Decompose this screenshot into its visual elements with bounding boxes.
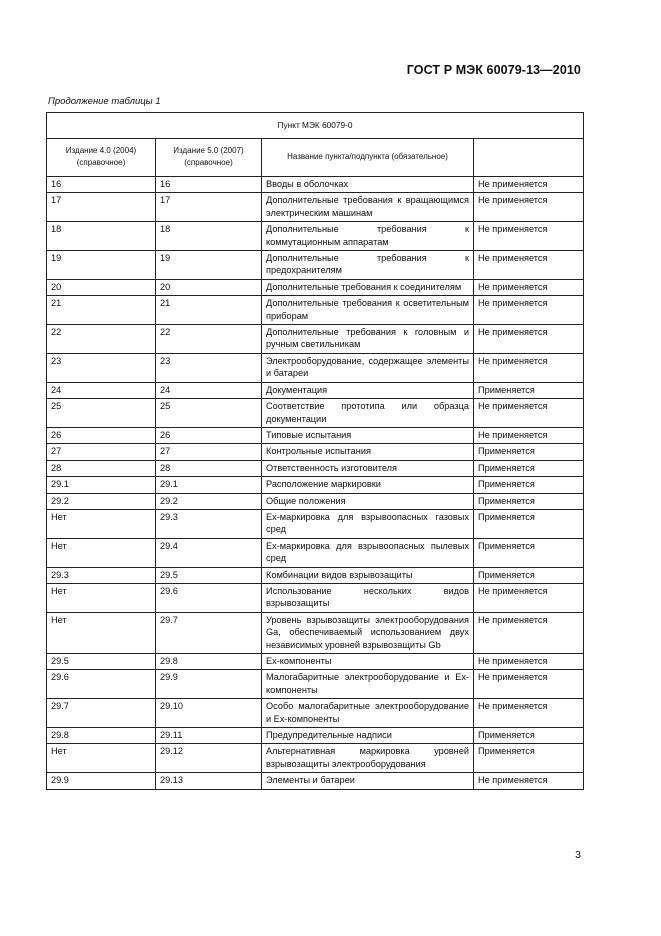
cell-edition5: 29.6 bbox=[156, 583, 262, 612]
cell-edition5: 22 bbox=[156, 325, 262, 354]
table-row bbox=[47, 744, 584, 773]
cell-edition5: 29.4 bbox=[156, 538, 262, 567]
cell-name: Электрооборудование, содержащее элементы и батареи bbox=[262, 353, 474, 382]
cell-status: Не применяется bbox=[474, 222, 584, 251]
table-row bbox=[47, 460, 584, 476]
cell-name: Расположение маркировки bbox=[262, 477, 474, 493]
continuation-label: Продолжение таблицы 1 bbox=[48, 96, 161, 107]
table-body bbox=[47, 177, 584, 790]
cell-edition4: Нет bbox=[47, 538, 156, 567]
table-row bbox=[47, 670, 584, 699]
cell-status: Не применяется bbox=[474, 296, 584, 325]
cell-status: Применяется bbox=[474, 444, 584, 460]
cell-edition5: 29.5 bbox=[156, 567, 262, 583]
column-header-row bbox=[47, 139, 584, 177]
cell-edition4: 16 bbox=[47, 177, 156, 193]
cell-status: Применяется bbox=[474, 728, 584, 744]
table-row bbox=[47, 699, 584, 728]
table-row bbox=[47, 325, 584, 354]
span-header: Пункт МЭК 60079-0 bbox=[47, 113, 584, 139]
cell-status: Не применяется bbox=[474, 177, 584, 193]
cell-name: Малогабаритные электрооборудование и Ex-компоненты bbox=[262, 670, 474, 699]
cell-edition4: 26 bbox=[47, 427, 156, 443]
table-row bbox=[47, 193, 584, 222]
cell-status: Не применяется bbox=[474, 427, 584, 443]
table-row bbox=[47, 382, 584, 398]
cell-edition5: 29.11 bbox=[156, 728, 262, 744]
table-row bbox=[47, 538, 584, 567]
cell-status: Не применяется bbox=[474, 583, 584, 612]
cell-edition4: 29.1 bbox=[47, 477, 156, 493]
cell-edition5: 26 bbox=[156, 427, 262, 443]
table-row bbox=[47, 399, 584, 428]
cell-edition4: 23 bbox=[47, 353, 156, 382]
cell-name: Документация bbox=[262, 382, 474, 398]
cell-edition4: Нет bbox=[47, 612, 156, 653]
table-row bbox=[47, 567, 584, 583]
table-row bbox=[47, 654, 584, 670]
table-row bbox=[47, 279, 584, 295]
cell-edition5: 29.3 bbox=[156, 509, 262, 538]
cell-status: Не применяется bbox=[474, 279, 584, 295]
table-row bbox=[47, 583, 584, 612]
cell-edition4: 29.5 bbox=[47, 654, 156, 670]
table-row bbox=[47, 509, 584, 538]
column-header-edition5: Издание 5.0 (2007) (справочное) bbox=[156, 139, 262, 177]
cell-edition5: 20 bbox=[156, 279, 262, 295]
cell-name: Дополнительные требования к предохранителям bbox=[262, 251, 474, 280]
cell-name: Дополнительные требования к головным и ручным светильникам bbox=[262, 325, 474, 354]
cell-status: Не применяется bbox=[474, 773, 584, 789]
cell-edition5: 29.7 bbox=[156, 612, 262, 653]
column-header-edition4: Издание 4.0 (2004) (справочное) bbox=[47, 139, 156, 177]
cell-edition5: 18 bbox=[156, 222, 262, 251]
cell-edition4: 29.7 bbox=[47, 699, 156, 728]
cell-edition4: Нет bbox=[47, 583, 156, 612]
cell-edition5: 29.8 bbox=[156, 654, 262, 670]
cell-name: Ответственность изготовителя bbox=[262, 460, 474, 476]
cell-status: Применяется bbox=[474, 509, 584, 538]
cell-edition5: 19 bbox=[156, 251, 262, 280]
cell-name: Контрольные испытания bbox=[262, 444, 474, 460]
cell-edition4: 20 bbox=[47, 279, 156, 295]
cell-name: Уровень взрывозащиты электрооборудования Ga, обеспечиваемый использованием двух независимых уровней взрывозащиты Gb bbox=[262, 612, 474, 653]
cell-name: Особо малогабаритные электрооборудование и Ex-компоненты bbox=[262, 699, 474, 728]
cell-name: Предупредительные надписи bbox=[262, 728, 474, 744]
cell-name: Ex-маркировка для взрывоопасных пылевых сред bbox=[262, 538, 474, 567]
table-row bbox=[47, 177, 584, 193]
cell-edition5: 29.13 bbox=[156, 773, 262, 789]
cell-status: Применяется bbox=[474, 382, 584, 398]
cell-edition5: 27 bbox=[156, 444, 262, 460]
cell-name: Дополнительные требования к осветительным приборам bbox=[262, 296, 474, 325]
cell-edition4: 25 bbox=[47, 399, 156, 428]
cell-status: Не применяется bbox=[474, 399, 584, 428]
cell-edition4: 17 bbox=[47, 193, 156, 222]
cell-edition5: 29.10 bbox=[156, 699, 262, 728]
cell-name: Общие положения bbox=[262, 493, 474, 509]
cell-status: Применяется bbox=[474, 493, 584, 509]
table-row bbox=[47, 444, 584, 460]
table-row bbox=[47, 773, 584, 789]
cell-status: Не применяется bbox=[474, 612, 584, 653]
cell-edition4: 18 bbox=[47, 222, 156, 251]
cell-name: Дополнительные требования к коммутационным аппаратам bbox=[262, 222, 474, 251]
cell-status: Применяется bbox=[474, 460, 584, 476]
table-row bbox=[47, 353, 584, 382]
cell-edition5: 29.1 bbox=[156, 477, 262, 493]
cell-edition5: 17 bbox=[156, 193, 262, 222]
cell-edition4: 29.6 bbox=[47, 670, 156, 699]
cell-status: Не применяется bbox=[474, 353, 584, 382]
cell-name: Вводы в оболочках bbox=[262, 177, 474, 193]
table-row bbox=[47, 728, 584, 744]
table-row bbox=[47, 222, 584, 251]
cell-edition4: 29.8 bbox=[47, 728, 156, 744]
cell-name: Дополнительные требования к соединителям bbox=[262, 279, 474, 295]
cell-name: Типовые испытания bbox=[262, 427, 474, 443]
cell-name: Использование нескольких видов взрывозащиты bbox=[262, 583, 474, 612]
cell-status: Применяется bbox=[474, 538, 584, 567]
cell-status: Не применяется bbox=[474, 670, 584, 699]
span-header-row bbox=[47, 113, 584, 139]
cell-edition4: 28 bbox=[47, 460, 156, 476]
column-header-name: Название пункта/подпункта (обязательное) bbox=[262, 139, 474, 177]
table-row bbox=[47, 296, 584, 325]
table-row bbox=[47, 612, 584, 653]
cell-edition5: 16 bbox=[156, 177, 262, 193]
table-row bbox=[47, 477, 584, 493]
cell-edition5: 29.2 bbox=[156, 493, 262, 509]
requirements-table bbox=[46, 112, 584, 790]
document-id: ГОСТ Р МЭК 60079-13—2010 bbox=[406, 63, 581, 77]
cell-name: Элементы и батареи bbox=[262, 773, 474, 789]
cell-edition4: 29.3 bbox=[47, 567, 156, 583]
cell-status: Применяется bbox=[474, 567, 584, 583]
cell-edition5: 23 bbox=[156, 353, 262, 382]
cell-edition4: 24 bbox=[47, 382, 156, 398]
cell-edition4: Нет bbox=[47, 744, 156, 773]
table-row bbox=[47, 251, 584, 280]
table-row bbox=[47, 427, 584, 443]
cell-edition5: 29.12 bbox=[156, 744, 262, 773]
cell-edition5: 24 bbox=[156, 382, 262, 398]
cell-status: Не применяется bbox=[474, 699, 584, 728]
column-header-status bbox=[474, 139, 584, 177]
cell-edition4: 22 bbox=[47, 325, 156, 354]
cell-status: Не применяется bbox=[474, 325, 584, 354]
cell-edition5: 29.9 bbox=[156, 670, 262, 699]
cell-edition4: Нет bbox=[47, 509, 156, 538]
cell-name: Дополнительные требования к вращающимся электрическим машинам bbox=[262, 193, 474, 222]
cell-name: Комбинации видов взрывозащиты bbox=[262, 567, 474, 583]
cell-edition5: 25 bbox=[156, 399, 262, 428]
cell-edition4: 27 bbox=[47, 444, 156, 460]
cell-status: Не применяется bbox=[474, 193, 584, 222]
table-row bbox=[47, 493, 584, 509]
cell-edition4: 21 bbox=[47, 296, 156, 325]
cell-name: Ex-компоненты bbox=[262, 654, 474, 670]
cell-name: Альтернативная маркировка уровней взрывозащиты электрооборудования bbox=[262, 744, 474, 773]
cell-edition5: 28 bbox=[156, 460, 262, 476]
cell-status: Не применяется bbox=[474, 251, 584, 280]
cell-status: Применяется bbox=[474, 744, 584, 773]
page-number: 3 bbox=[575, 849, 581, 861]
cell-status: Не применяется bbox=[474, 654, 584, 670]
cell-name: Ex-маркировка для взрывоопасных газовых сред bbox=[262, 509, 474, 538]
cell-edition4: 29.2 bbox=[47, 493, 156, 509]
cell-name: Соответствие прототипа или образца документации bbox=[262, 399, 474, 428]
cell-edition4: 29.9 bbox=[47, 773, 156, 789]
cell-edition4: 19 bbox=[47, 251, 156, 280]
cell-edition5: 21 bbox=[156, 296, 262, 325]
cell-status: Применяется bbox=[474, 477, 584, 493]
